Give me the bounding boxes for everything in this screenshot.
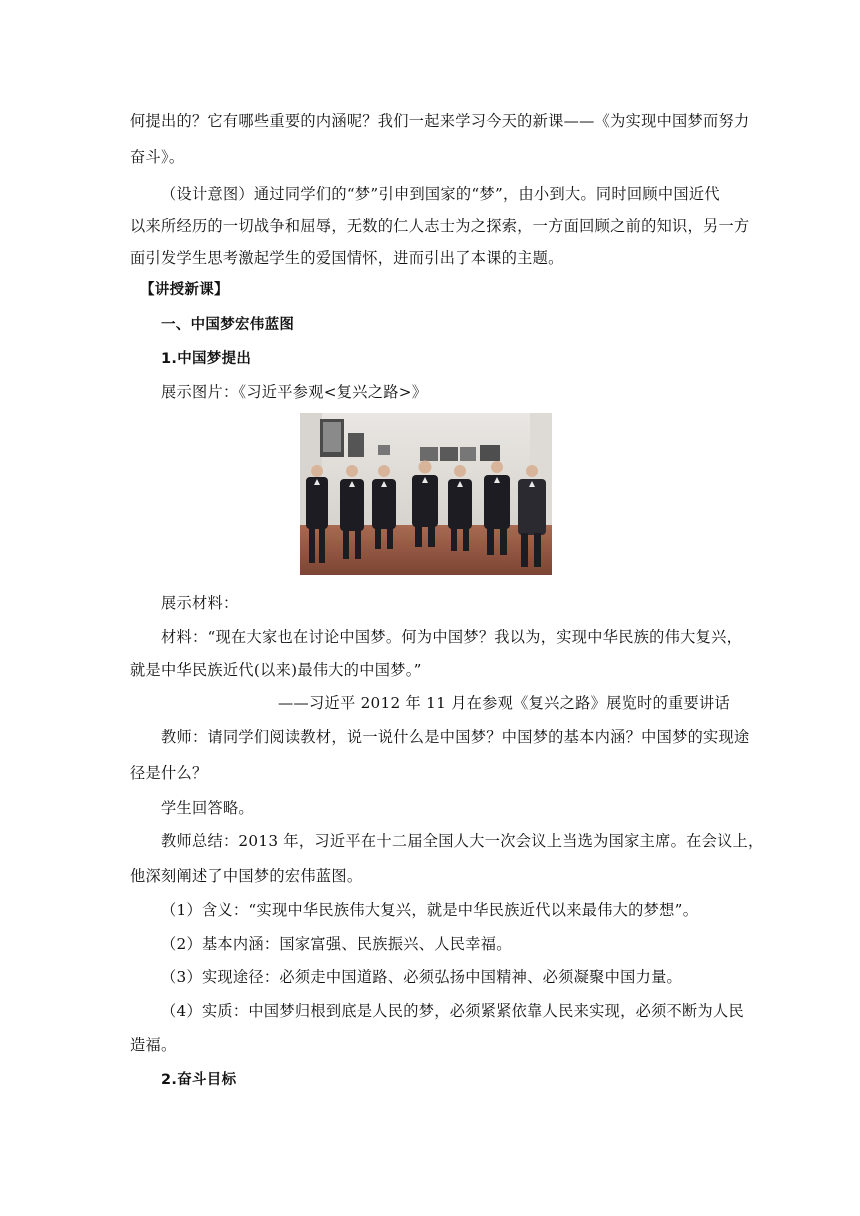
point-meaning: （1）含义：“实现中华民族伟大复兴，就是中华民族近代以来最伟大的梦想”。 bbox=[161, 901, 699, 919]
student-answer: 学生回答略。 bbox=[161, 799, 254, 817]
material-line-2: 就是中华民族近代(以来)最伟大的中国梦。” bbox=[130, 661, 422, 679]
material-source: ——习近平 2012 年 11 月在参观《复兴之路》展览时的重要讲话 bbox=[278, 694, 730, 712]
point-essence-line-2: 造福。 bbox=[130, 1036, 177, 1054]
design-intent-line-2: 以来所经历的一切战争和屈辱，无数的仁人志士为之探索，一方面回顾之前的知识，另一方 bbox=[130, 217, 750, 235]
teacher-question-line-1: 教师：请同学们阅读教材，说一说什么是中国梦？中国梦的基本内涵？中国梦的实现途 bbox=[161, 728, 750, 746]
teacher-summary-line-1: 教师总结：2013 年，习近平在十二届全国人大一次会议上当选为国家主席。在会议上， bbox=[161, 832, 764, 850]
sub-one-heading: 1.中国梦提出 bbox=[161, 351, 252, 367]
teacher-question-line-2: 径是什么？ bbox=[130, 764, 208, 782]
intro-line-2: 奋斗》。 bbox=[130, 148, 185, 166]
intro-line-1: 何提出的？它有哪些重要的内涵呢？我们一起来学习今天的新课——《为实现中国梦而努力 bbox=[130, 112, 750, 130]
point-path: （3）实现途径：必须走中国道路、必须弘扬中国精神、必须凝聚中国力量。 bbox=[161, 968, 683, 986]
photo-illustration bbox=[300, 413, 552, 575]
point-connotation: （2）基本内涵：国家富强、民族振兴、人民幸福。 bbox=[161, 935, 512, 953]
design-intent-line-1: （设计意图）通过同学们的“梦”引申到国家的“梦”，由小到大。同时回顾中国近代 bbox=[161, 185, 720, 203]
show-material-label: 展示材料： bbox=[161, 594, 239, 612]
show-picture-caption: 展示图片：《习近平参观<复兴之路>》 bbox=[161, 383, 428, 401]
design-intent-line-3: 面引发学生思考激起学生的爱国情怀，进而引出了本课的主题。 bbox=[130, 249, 564, 267]
photo-xi-visiting-road-to-revival bbox=[300, 413, 552, 575]
point-essence-line-1: （4）实质：中国梦归根到底是人民的梦，必须紧紧依靠人民来实现，必须不断为人民 bbox=[161, 1002, 744, 1020]
sub-two-heading: 2.奋斗目标 bbox=[161, 1072, 237, 1088]
material-line-1: 材料：“现在大家也在讨论中国梦。何为中国梦？我以为，实现中华民族的伟大复兴， bbox=[161, 628, 743, 646]
section-heading: 【讲授新课】 bbox=[140, 282, 229, 298]
part-one-heading: 一、中国梦宏伟蓝图 bbox=[161, 317, 295, 333]
teacher-summary-line-2: 他深刻阐述了中国梦的宏伟蓝图。 bbox=[130, 867, 363, 885]
